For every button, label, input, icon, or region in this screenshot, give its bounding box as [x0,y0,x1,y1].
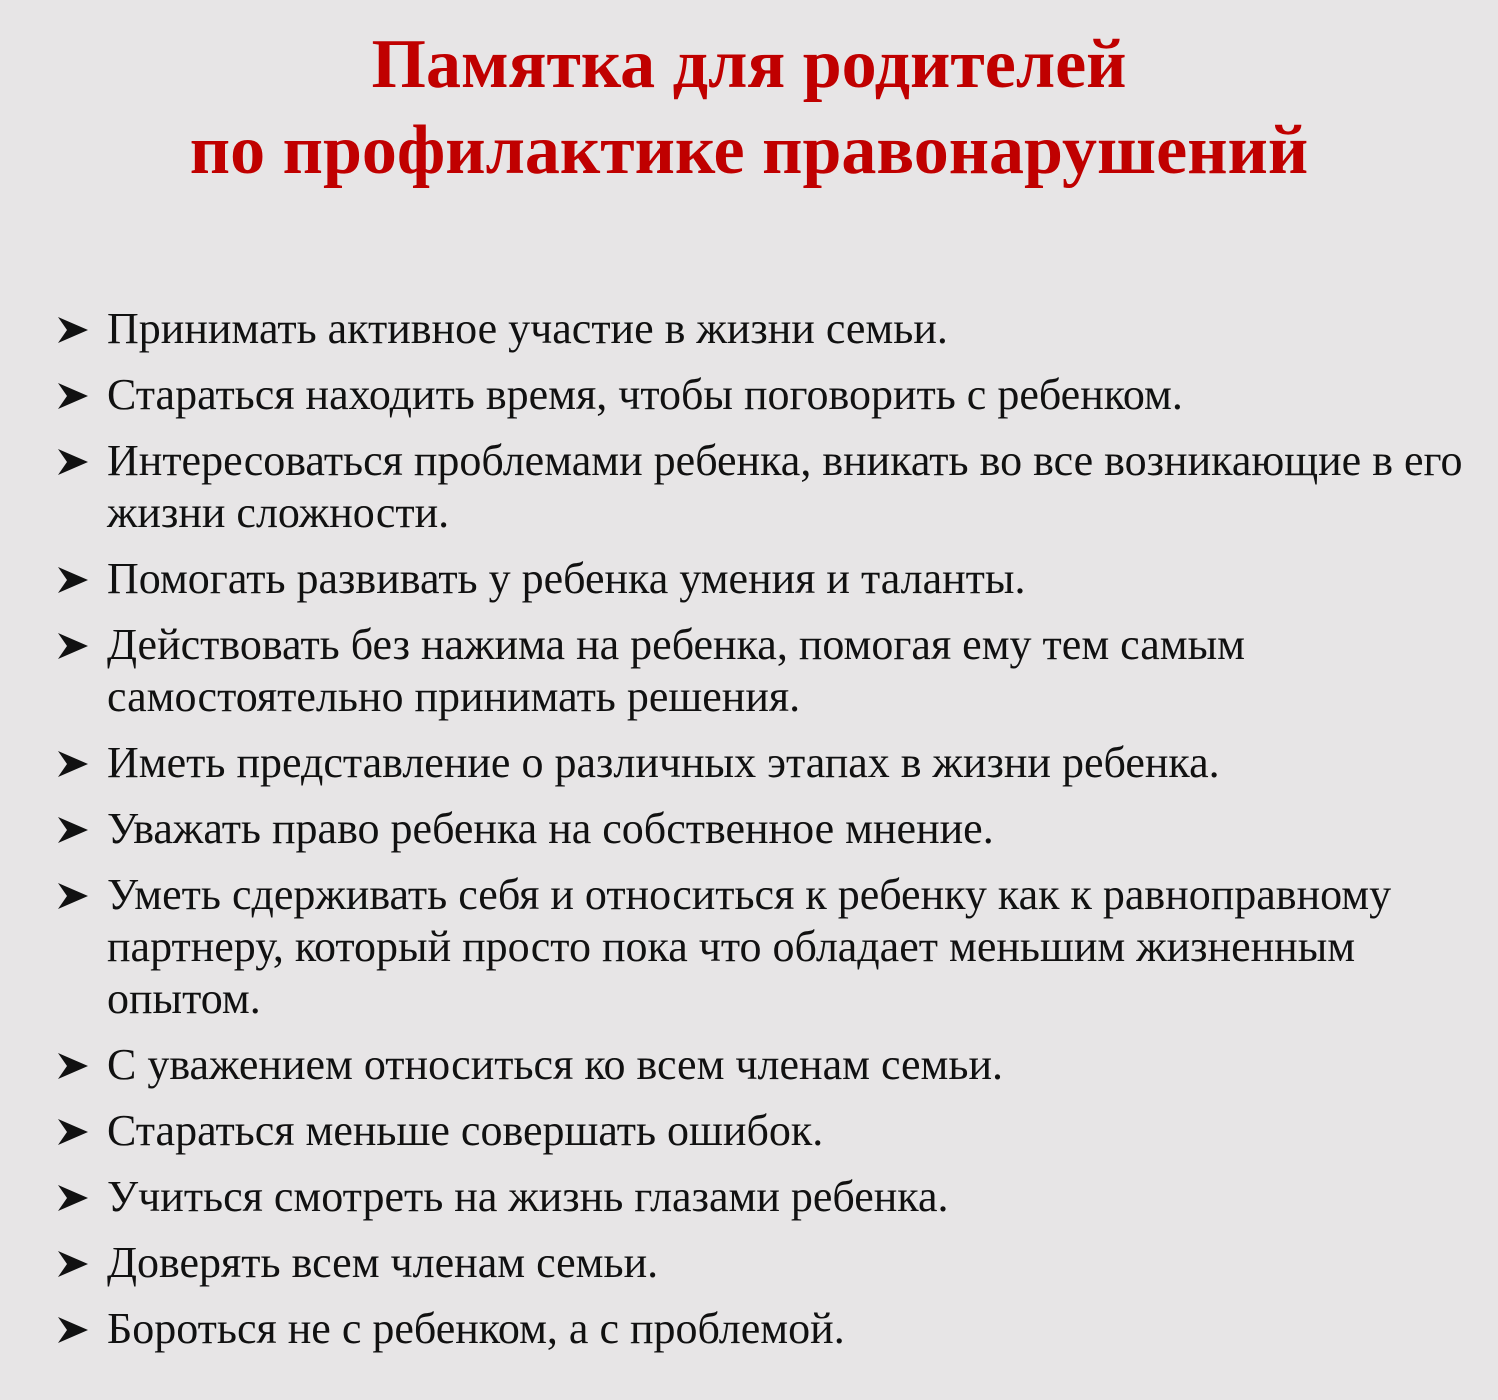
arrowhead-icon [56,315,90,345]
list-item-text: Стараться находить время, чтобы поговорить с ребенком. [107,370,1183,419]
advice-list [56,303,1476,1369]
arrowhead-icon [56,1249,90,1279]
arrowhead-icon [56,565,90,595]
list-item [56,435,1476,539]
list-item-text: Действовать без нажима на ребенка, помогая ему тем самым самостоятельно принимать решения. [107,620,1246,721]
list-item [56,619,1476,723]
list-item-text: Интересоваться проблемами ребенка, вникать во все возникающие в его жизни сложности. [107,436,1463,537]
arrowhead-icon [56,1315,90,1345]
arrowhead-icon [56,1117,90,1147]
arrowhead-icon [56,881,90,911]
list-item [56,803,1476,855]
list-item [56,1105,1476,1157]
list-item [56,1237,1476,1289]
arrowhead-icon [56,381,90,411]
list-item [56,303,1476,355]
list-item [56,1039,1476,1091]
list-item-text: Бороться не с ребенком, а с проблемой. [107,1304,845,1353]
list-item [56,1171,1476,1223]
list-item [56,1303,1476,1355]
list-item-text: Уважать право ребенка на собственное мнение. [107,804,994,853]
list-item-text: Принимать активное участие в жизни семьи. [107,304,948,353]
list-item-text: С уважением относиться ко всем членам семьи. [107,1040,1004,1089]
arrowhead-icon [56,1051,90,1081]
arrowhead-icon [56,1183,90,1213]
arrowhead-icon [56,749,90,779]
arrowhead-icon [56,815,90,845]
title-line-1: Памятка для родителей [371,26,1127,103]
list-item [56,369,1476,421]
title-line-2: по профилактике правонарушений [189,112,1309,189]
list-item-text: Помогать развивать у ребенка умения и таланты. [107,554,1026,603]
list-item [56,869,1476,1025]
list-item [56,553,1476,605]
list-item [56,737,1476,789]
arrowhead-icon [56,447,90,477]
list-item-text: Уметь сдерживать себя и относиться к ребенку как к равноправному партнеру, который просто пока что обладает меньшим жизненным опытом. [107,870,1392,1023]
list-item-text: Иметь представление о различных этапах в жизни ребенка. [107,738,1220,787]
list-item-text: Доверять всем членам семьи. [107,1238,659,1287]
list-item-text: Учиться смотреть на жизнь глазами ребенка. [107,1172,949,1221]
page-title [0,22,1498,194]
list-item-text: Стараться меньше совершать ошибок. [107,1106,824,1155]
arrowhead-icon [56,631,90,661]
